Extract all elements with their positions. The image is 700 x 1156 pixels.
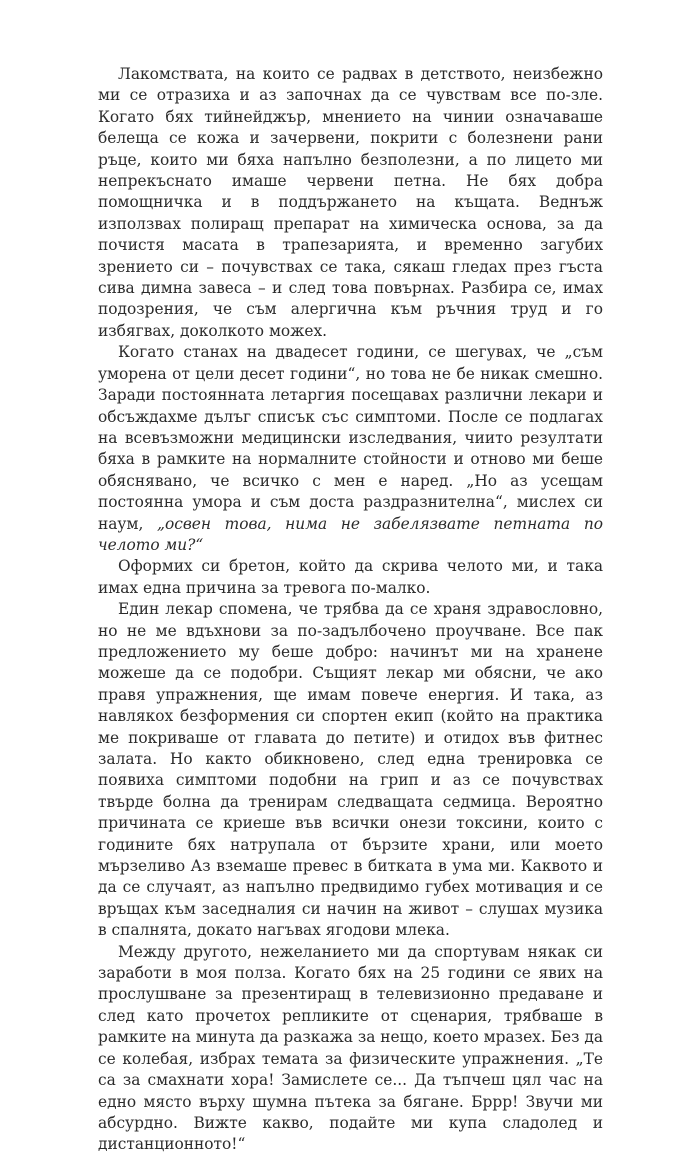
body-text	[98, 64, 603, 1156]
paragraph-2-italic-text: „освен това, нима не забелязвате петната по челото ми?“	[98, 514, 603, 554]
paragraph-2	[98, 342, 603, 556]
paragraph-1: Лакомствата, на които се радвах в детството, неизбежно ми се отразиха и аз започнах да се чувствам все по-зле. Когато бях тийнейджър, мнението на чинии означаваше белеща се кожа и зачервени, покрити с болезнени рани ръце, които ми бяха напълно безполезни, а по лицето ми непрекъснато имаше червени петна. Не бях добра помощничка и в поддържането на къщата. Веднъж използвах полиращ препарат на химическа основа, за да почистя масата в трапезарията, и временно загубих зрението си – почувствах се така, сякаш гледах през гъста сива димна завеса – и след това повърнах. Разбира се, имах подозрения, че съм алергична към ръчния труд и го избягвах, доколкото можех.	[98, 65, 603, 340]
paragraph-2-text: Когато станах на двадесет години, се шегувах, че „съм уморена от цели десет години“, но това не бе никак смешно. Заради постоянната летаргия посещавах различни лекари и обсъждахме дълъг списък със симптоми. После се подлагах на всевъзможни медицински изследвания, чиито резултати бяха в рамките на нормалните стойности и отново ми беше обяснявано, че всичко с мен е наред. „Но аз усещам постоянна умора и съм доста раздразнителна“, мислех си наум,	[98, 343, 603, 533]
paragraph-3: Оформих си бретон, който да скрива челото ми, и така имах една причина за тревога по-малко.	[98, 557, 603, 597]
paragraph-4: Един лекар спомена, че трябва да се храня здравословно, но не ме вдъхнови за по-задълбочено проучване. Все пак предложението му беше добро: начинът ми на хранене можеше да се подобри. Същият лекар ми обясни, че ако правя упражнения, ще имам повече енергия. И така, аз навлякох безформения си спортен екип (който на практика ме покриваше от главата до петите) и отидох във фитнес залата. Но както обикновено, след една тренировка се появиха симптоми подобни на грип и аз се почувствах твърде болна да тренирам следващата седмица. Вероятно причината се криеше във всички онези токсини, които с годините бях натрупала от бързите храни, или моето мързеливо Аз вземаше превес в битката в ума ми. Каквото и да се случаят, аз напълно предвидимо губех мотивация и се връщах към заседналия си начин на живот – слушах музика в спалнята, докато нагъвах ягодови млека.	[98, 600, 603, 940]
paragraph-5: Между другото, нежеланието ми да спортувам някак си заработи в моя полза. Когато бях на 25 години се явих на прослушване за презентиращ в телевизионно предаване и след като прочетох репликите от сценария, трябваше в рамките на минута да разкажа за нещо, което мразех. Без да се колебая, избрах темата за физическите упражнения. „Те са за смахнати хора! Замислете се... Да тъпчеш цял час на едно място върху шумна пътека за бягане. Бррр! Звучи ми абсурдно. Вижте какво, подайте ми купа сладолед и дистанционното!“	[98, 942, 604, 1154]
